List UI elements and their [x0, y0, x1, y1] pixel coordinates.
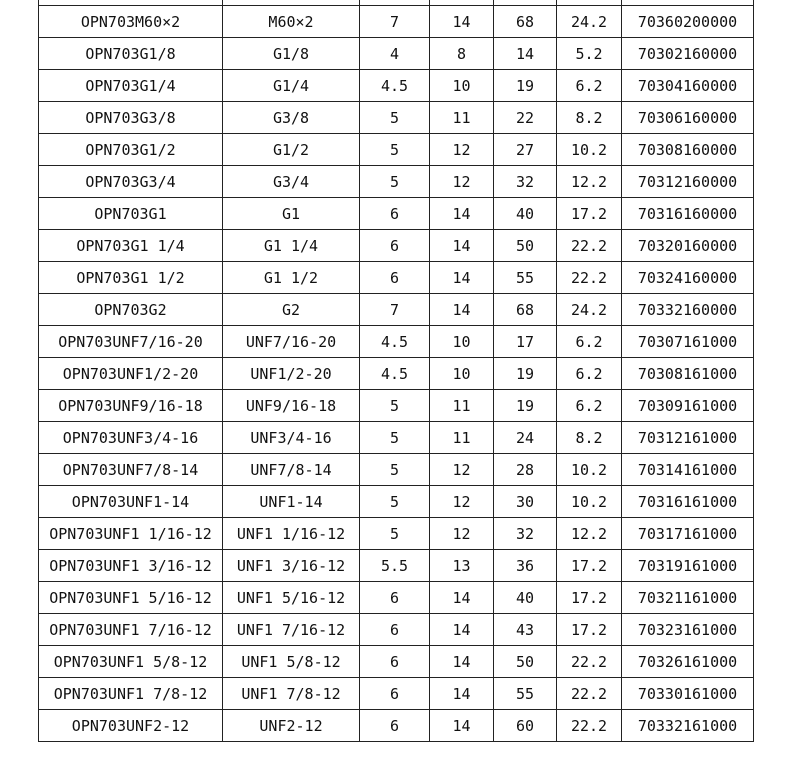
cell-part-number: OPN703UNF1 3/16-12	[39, 550, 223, 582]
table-row	[39, 38, 754, 70]
cell-dim-d: 24.2	[557, 6, 622, 38]
cell-dim-b: 14	[430, 294, 494, 326]
cell-dim-b: 14	[430, 6, 494, 38]
table-row	[39, 422, 754, 454]
cell-thread-size: UNF3/4-16	[223, 422, 360, 454]
cell-dim-c: 36	[494, 550, 557, 582]
cell-dim-a: 6	[360, 678, 430, 710]
cell-dim-d: 22.2	[557, 262, 622, 294]
cell-part-number: OPN703G2	[39, 294, 223, 326]
cell-dim-d: 24.2	[557, 294, 622, 326]
table-row	[39, 198, 754, 230]
cell-dim-b: 14	[430, 614, 494, 646]
cell-dim-a: 5	[360, 166, 430, 198]
cell-dim-c: 19	[494, 390, 557, 422]
cell-order-code: 70308161000	[622, 358, 754, 390]
table-row	[39, 134, 754, 166]
cell-part-number: OPN703G1	[39, 198, 223, 230]
cell-part-number: OPN703G1 1/4	[39, 230, 223, 262]
cell-thread-size: G3/8	[223, 102, 360, 134]
cell-dim-c: 40	[494, 198, 557, 230]
cell-thread-size: UNF1-14	[223, 486, 360, 518]
cell-thread-size: M60×2	[223, 6, 360, 38]
cell-dim-b: 11	[430, 102, 494, 134]
cell-order-code: 70314161000	[622, 454, 754, 486]
cell-dim-a: 6	[360, 582, 430, 614]
table-row	[39, 518, 754, 550]
cell-order-code: 70306160000	[622, 102, 754, 134]
cell-dim-c: 27	[494, 134, 557, 166]
cell-dim-d: 17.2	[557, 614, 622, 646]
cell-part-number: OPN703UNF1-14	[39, 486, 223, 518]
cell-part-number: OPN703G1 1/2	[39, 262, 223, 294]
cell-dim-a: 6	[360, 230, 430, 262]
cell-part-number: OPN703G1/8	[39, 38, 223, 70]
cell-dim-b: 12	[430, 518, 494, 550]
cell-thread-size: UNF1 1/16-12	[223, 518, 360, 550]
cell-dim-c: 24	[494, 422, 557, 454]
cell-dim-a: 6	[360, 262, 430, 294]
cell-dim-d: 6.2	[557, 390, 622, 422]
cell-dim-a: 4.5	[360, 70, 430, 102]
cell-dim-c: 50	[494, 646, 557, 678]
cell-dim-d: 12.2	[557, 518, 622, 550]
cell-dim-d: 17.2	[557, 550, 622, 582]
cell-part-number: OPN703UNF1 5/8-12	[39, 646, 223, 678]
cell-dim-c: 32	[494, 166, 557, 198]
cell-dim-a: 6	[360, 614, 430, 646]
cell-dim-c: 40	[494, 582, 557, 614]
cell-dim-b: 12	[430, 134, 494, 166]
cell-dim-d: 6.2	[557, 358, 622, 390]
cell-part-number: OPN703UNF1/2-20	[39, 358, 223, 390]
table-body	[39, 0, 754, 742]
cell-dim-c: 30	[494, 486, 557, 518]
cell-dim-b: 14	[430, 198, 494, 230]
cell-order-code: 70332160000	[622, 294, 754, 326]
cell-dim-b: 10	[430, 358, 494, 390]
table-row	[39, 486, 754, 518]
cell-dim-b: 12	[430, 486, 494, 518]
cell-dim-d: 22.2	[557, 646, 622, 678]
cell-part-number: OPN703G3/4	[39, 166, 223, 198]
cell-order-code: 70319161000	[622, 550, 754, 582]
cell-part-number: OPN703G1/2	[39, 134, 223, 166]
cell-order-code: 70309161000	[622, 390, 754, 422]
cell-dim-a: 4.5	[360, 326, 430, 358]
cell-dim-a: 5	[360, 486, 430, 518]
cell-dim-d: 10.2	[557, 486, 622, 518]
cell-part-number: OPN703UNF1 5/16-12	[39, 582, 223, 614]
cell-dim-d: 6.2	[557, 326, 622, 358]
cell-thread-size: UNF2-12	[223, 710, 360, 742]
cell-dim-b: 8	[430, 38, 494, 70]
table-row	[39, 294, 754, 326]
cell-thread-size: UNF7/8-14	[223, 454, 360, 486]
cell-dim-d: 17.2	[557, 582, 622, 614]
table-row	[39, 550, 754, 582]
cell-dim-d: 8.2	[557, 422, 622, 454]
cell-dim-d: 22.2	[557, 230, 622, 262]
cell-dim-d: 5.2	[557, 38, 622, 70]
cell-part-number: OPN703UNF1 1/16-12	[39, 518, 223, 550]
cell-dim-b: 12	[430, 166, 494, 198]
table-row	[39, 454, 754, 486]
cell-thread-size: G1 1/4	[223, 230, 360, 262]
cell-part-number: OPN703UNF2-12	[39, 710, 223, 742]
cell-thread-size: UNF1 5/8-12	[223, 646, 360, 678]
cell-dim-b: 14	[430, 262, 494, 294]
cell-thread-size: UNF1 7/16-12	[223, 614, 360, 646]
cell-thread-size: UNF1 5/16-12	[223, 582, 360, 614]
cell-thread-size: UNF1 7/8-12	[223, 678, 360, 710]
cell-part-number: OPN703UNF7/16-20	[39, 326, 223, 358]
cell-order-code: 70307161000	[622, 326, 754, 358]
cell-thread-size: UNF1 3/16-12	[223, 550, 360, 582]
cell-dim-c: 32	[494, 518, 557, 550]
cell-order-code: 70360200000	[622, 6, 754, 38]
cell-dim-b: 11	[430, 422, 494, 454]
cell-dim-b: 10	[430, 70, 494, 102]
cell-part-number: OPN703G1/4	[39, 70, 223, 102]
cell-thread-size: G1	[223, 198, 360, 230]
cell-dim-b: 12	[430, 454, 494, 486]
cell-dim-c: 28	[494, 454, 557, 486]
cell-dim-c: 50	[494, 230, 557, 262]
cell-order-code: 70320160000	[622, 230, 754, 262]
cell-dim-c: 19	[494, 358, 557, 390]
cell-thread-size: G1/2	[223, 134, 360, 166]
cell-dim-b: 14	[430, 230, 494, 262]
cell-dim-a: 5	[360, 454, 430, 486]
table-row	[39, 102, 754, 134]
cell-dim-a: 5.5	[360, 550, 430, 582]
cell-dim-c: 17	[494, 326, 557, 358]
table-row	[39, 614, 754, 646]
cell-dim-b: 14	[430, 710, 494, 742]
cell-order-code: 70312160000	[622, 166, 754, 198]
cell-part-number: OPN703M60×2	[39, 6, 223, 38]
cell-order-code: 70326161000	[622, 646, 754, 678]
spec-table	[38, 0, 754, 742]
cell-dim-c: 60	[494, 710, 557, 742]
cell-part-number: OPN703UNF9/16-18	[39, 390, 223, 422]
table-row	[39, 710, 754, 742]
cell-dim-a: 6	[360, 646, 430, 678]
table-row	[39, 678, 754, 710]
table-row	[39, 326, 754, 358]
cell-dim-b: 14	[430, 678, 494, 710]
cell-dim-b: 14	[430, 582, 494, 614]
table-row	[39, 166, 754, 198]
cell-order-code: 70304160000	[622, 70, 754, 102]
cell-order-code: 70317161000	[622, 518, 754, 550]
cell-thread-size: G1 1/2	[223, 262, 360, 294]
cell-part-number: OPN703UNF1 7/8-12	[39, 678, 223, 710]
cell-thread-size: UNF9/16-18	[223, 390, 360, 422]
cell-dim-d: 12.2	[557, 166, 622, 198]
cell-dim-b: 14	[430, 646, 494, 678]
cell-thread-size: G1/8	[223, 38, 360, 70]
cell-dim-c: 68	[494, 294, 557, 326]
table-row	[39, 6, 754, 38]
cell-order-code: 70321161000	[622, 582, 754, 614]
cell-part-number: OPN703G3/8	[39, 102, 223, 134]
cell-dim-c: 55	[494, 678, 557, 710]
cell-dim-a: 4.5	[360, 358, 430, 390]
cell-dim-d: 17.2	[557, 198, 622, 230]
cell-dim-a: 6	[360, 710, 430, 742]
table-row	[39, 390, 754, 422]
cell-dim-a: 4	[360, 38, 430, 70]
table-row	[39, 358, 754, 390]
cell-dim-c: 43	[494, 614, 557, 646]
table-row	[39, 582, 754, 614]
cell-dim-c: 68	[494, 6, 557, 38]
cell-part-number: OPN703UNF1 7/16-12	[39, 614, 223, 646]
cell-thread-size: G3/4	[223, 166, 360, 198]
cell-dim-a: 7	[360, 6, 430, 38]
cell-dim-b: 11	[430, 390, 494, 422]
cell-dim-c: 55	[494, 262, 557, 294]
cell-order-code: 70332161000	[622, 710, 754, 742]
cell-order-code: 70312161000	[622, 422, 754, 454]
cell-dim-a: 5	[360, 422, 430, 454]
cell-thread-size: G2	[223, 294, 360, 326]
cell-dim-a: 5	[360, 134, 430, 166]
cell-dim-b: 10	[430, 326, 494, 358]
cell-order-code: 70330161000	[622, 678, 754, 710]
cell-dim-d: 10.2	[557, 454, 622, 486]
cell-order-code: 70302160000	[622, 38, 754, 70]
cell-order-code: 70324160000	[622, 262, 754, 294]
cell-dim-c: 14	[494, 38, 557, 70]
table-row	[39, 646, 754, 678]
cell-dim-a: 5	[360, 102, 430, 134]
cell-dim-a: 6	[360, 198, 430, 230]
cell-dim-d: 10.2	[557, 134, 622, 166]
cell-part-number: OPN703UNF3/4-16	[39, 422, 223, 454]
cell-order-code: 70308160000	[622, 134, 754, 166]
cell-dim-c: 19	[494, 70, 557, 102]
cell-order-code: 70316161000	[622, 486, 754, 518]
cell-dim-c: 22	[494, 102, 557, 134]
cell-thread-size: UNF1/2-20	[223, 358, 360, 390]
cell-thread-size: G1/4	[223, 70, 360, 102]
cell-dim-d: 22.2	[557, 710, 622, 742]
cell-dim-b: 13	[430, 550, 494, 582]
table-row	[39, 70, 754, 102]
cell-dim-a: 5	[360, 518, 430, 550]
cell-thread-size: UNF7/16-20	[223, 326, 360, 358]
cell-order-code: 70316160000	[622, 198, 754, 230]
cell-dim-d: 6.2	[557, 70, 622, 102]
table-row	[39, 230, 754, 262]
cell-dim-d: 8.2	[557, 102, 622, 134]
cell-dim-a: 5	[360, 390, 430, 422]
cell-dim-a: 7	[360, 294, 430, 326]
cell-part-number: OPN703UNF7/8-14	[39, 454, 223, 486]
table-row	[39, 262, 754, 294]
cell-dim-d: 22.2	[557, 678, 622, 710]
cell-order-code: 70323161000	[622, 614, 754, 646]
